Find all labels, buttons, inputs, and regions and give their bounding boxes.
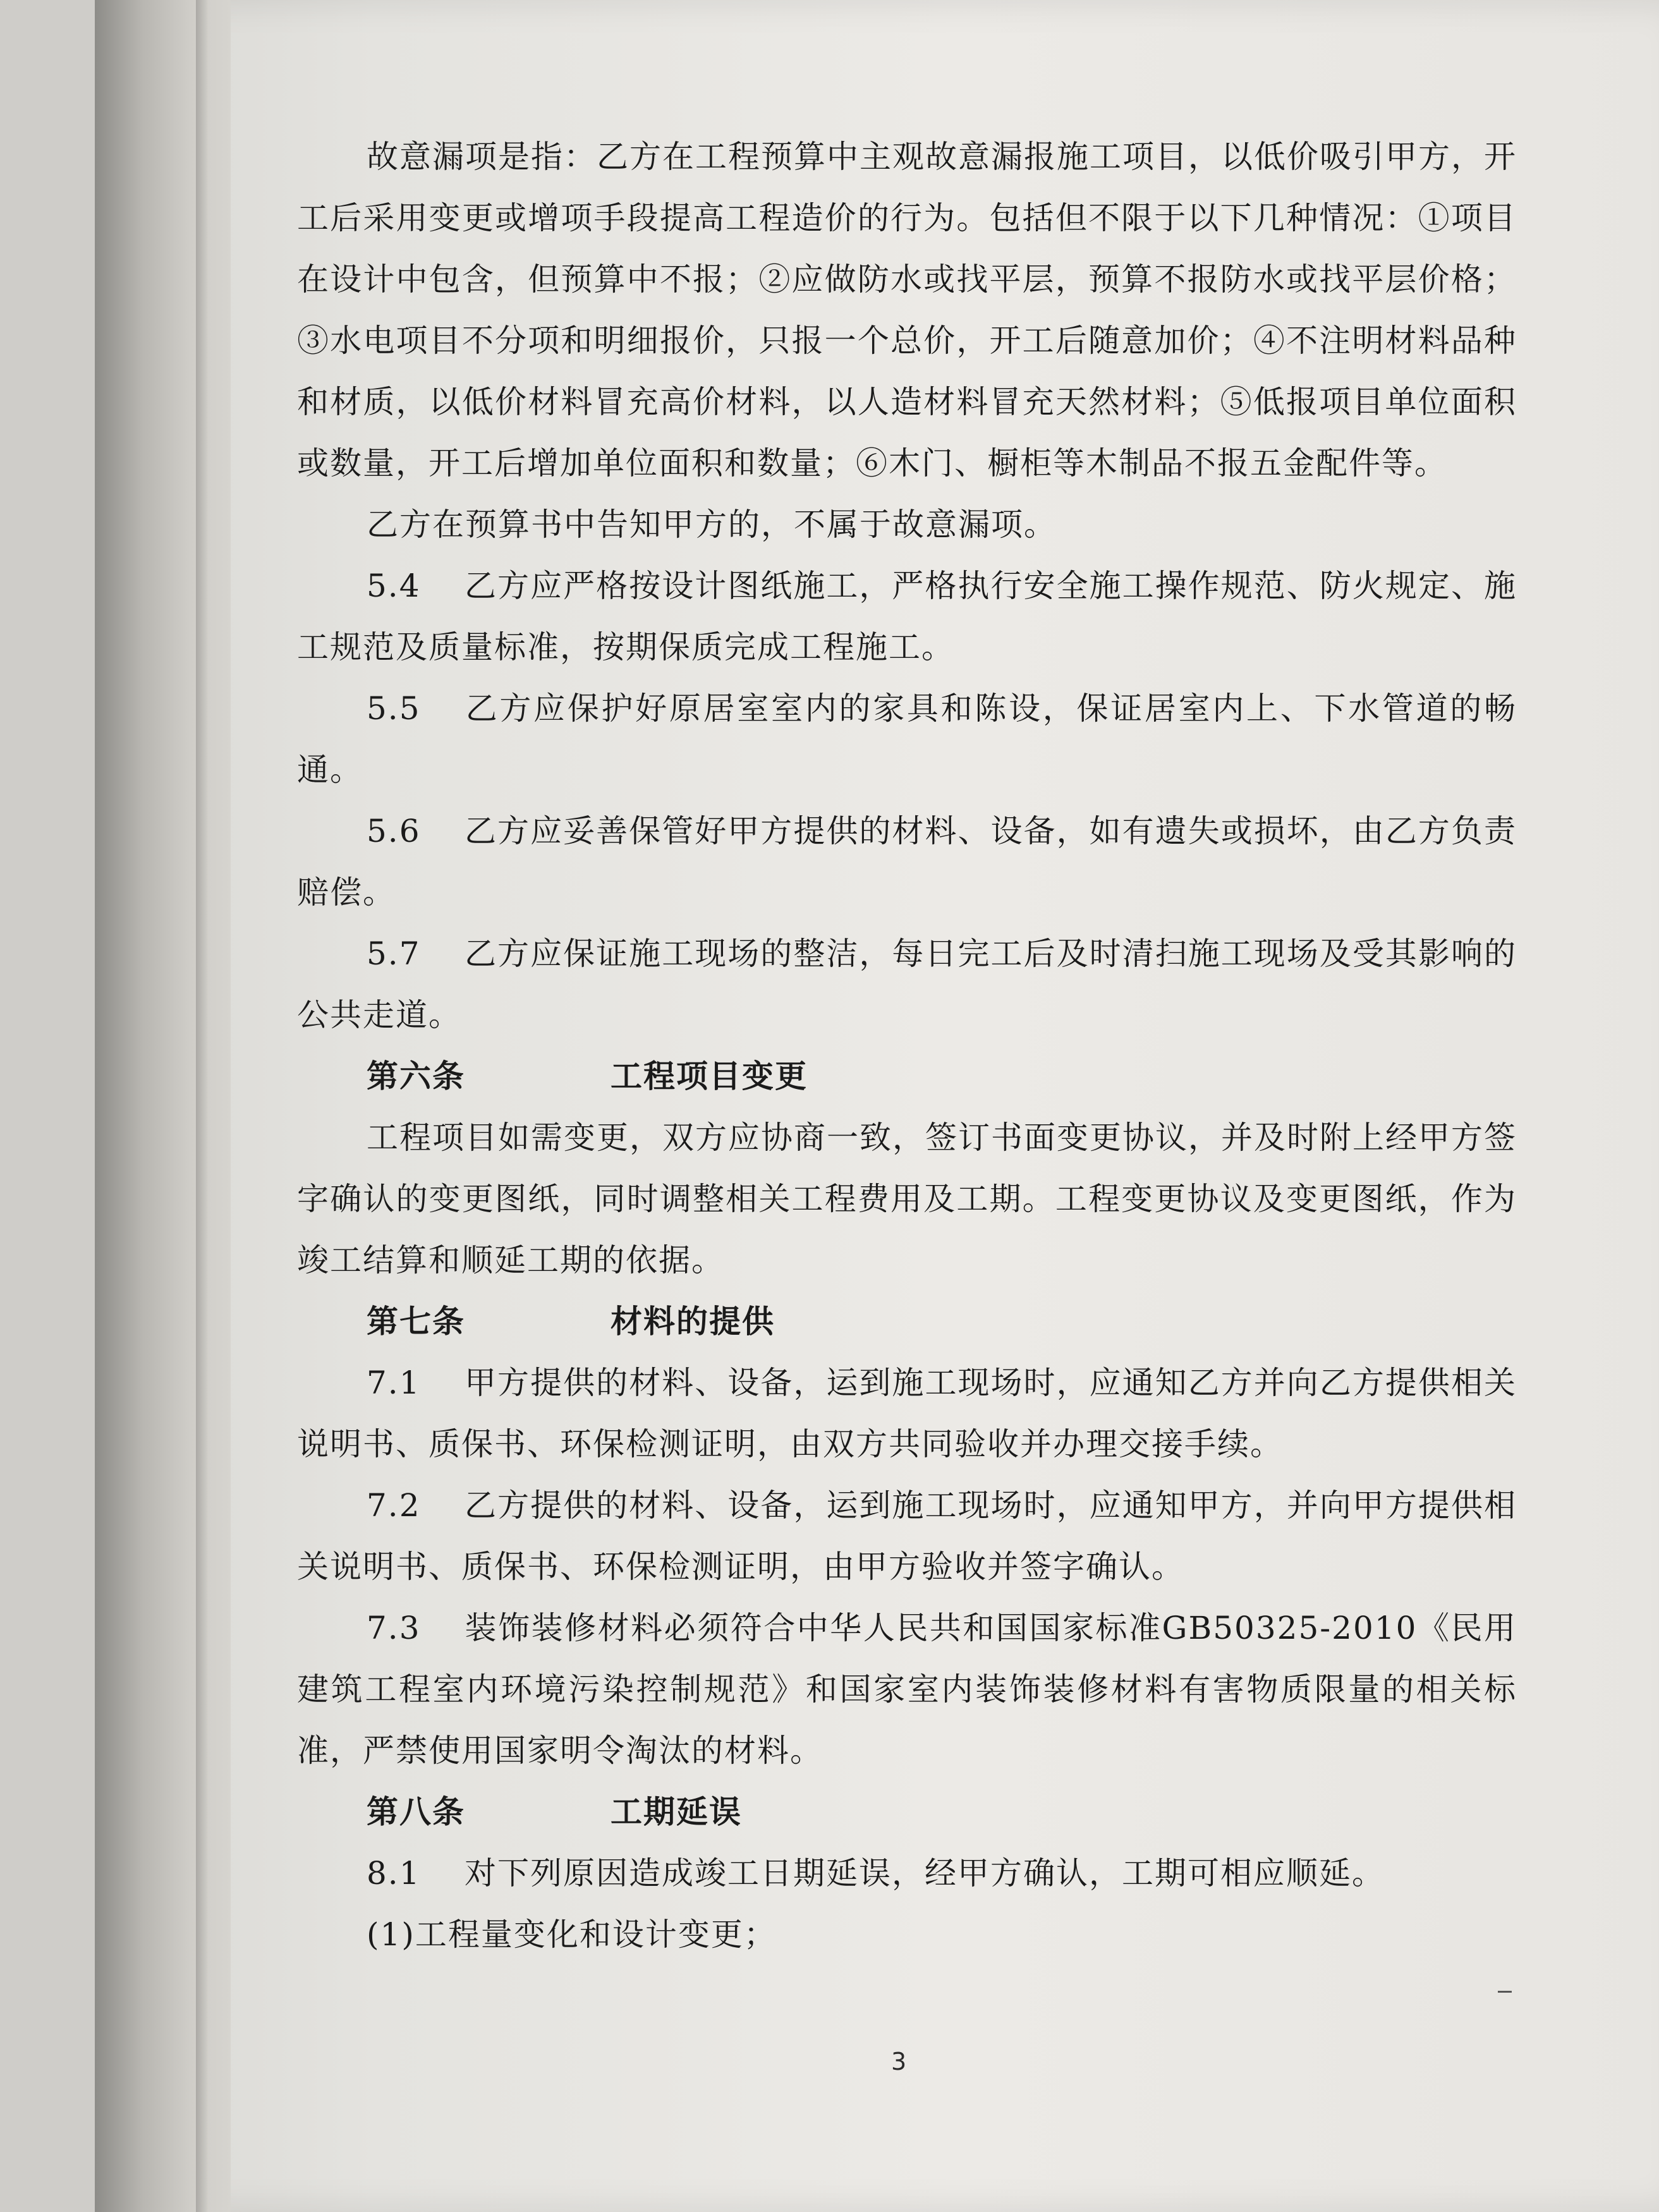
document-body: [297, 126, 1517, 1966]
clause-5-5: [297, 678, 1517, 801]
article-title: 材料的提供: [611, 1303, 775, 1340]
clause-7-1: [297, 1352, 1517, 1475]
page-binding-edge: [95, 0, 231, 2212]
clause-text: 乙方应保证施工现场的整洁，每日完工后及时清扫施工现场及受其影响的公共走道。: [297, 935, 1517, 1033]
article-8-heading: [297, 1782, 1517, 1843]
clause-number: 7.2: [367, 1487, 421, 1524]
page-number: 3: [891, 2048, 907, 2075]
clause-text: 乙方应妥善保管好甲方提供的材料、设备，如有遗失或损坏，由乙方负责赔偿。: [297, 813, 1517, 911]
list-item-1: (1)工程量变化和设计变更；: [367, 1916, 777, 1953]
clause-8-1: [297, 1843, 1517, 1904]
paragraph-not-omission: 乙方在预算书中告知甲方的，不属于故意漏项。: [367, 506, 1057, 543]
article-6-heading: [297, 1046, 1517, 1107]
article-number: 第七条: [367, 1303, 465, 1340]
article-title: 工程项目变更: [611, 1058, 808, 1095]
clause-5-4: [297, 556, 1517, 678]
clause-text: 甲方提供的材料、设备，运到施工现场时，应通知乙方并向乙方提供相关说明书、质保书、环保检测证明，由双方共同验收并办理交接手续。: [297, 1364, 1517, 1462]
clause-5-6: [297, 801, 1517, 923]
clause-7-2: [297, 1475, 1517, 1598]
paragraph-project-change: 工程项目如需变更，双方应协商一致，签订书面变更协议，并及时附上经甲方签字确认的变更图纸，同时调整相关工程费用及工期。工程变更协议及变更图纸，作为竣工结算和顺延工期的依据。: [297, 1119, 1517, 1279]
clause-number: 5.6: [367, 813, 421, 849]
clause-text: 乙方应严格按设计图纸施工，严格执行安全施工操作规范、防火规定、施工规范及质量标准，按期保质完成工程施工。: [297, 568, 1517, 665]
clause-number: 7.1: [367, 1364, 421, 1401]
clause-number: 7.3: [367, 1610, 421, 1646]
clause-number: 5.7: [367, 935, 421, 972]
paragraph-deliberate-omission: 故意漏项是指：乙方在工程预算中主观故意漏报施工项目，以低价吸引甲方，开工后采用变更或增项手段提高工程造价的行为。包括但不限于以下几种情况：①项目在设计中包含，但预算中不报；②应做防水或找平层，预算不报防水或找平层价格；③水电项目不分项和明细报价，只报一个总价，开工后随意加价；④不注明材料品种和材质，以低价材料冒充高价材料，以人造材料冒充天然材料；⑤低报项目单位面积或数量，开工后增加单位面积和数量；⑥木门、橱柜等木制品不报五金配件等。: [297, 138, 1517, 482]
article-title: 工期延误: [611, 1794, 742, 1830]
clause-text: 乙方应保护好原居室室内的家具和陈设，保证居室内上、下水管道的畅通。: [297, 690, 1517, 788]
article-number: 第八条: [367, 1794, 465, 1830]
clause-text: 乙方提供的材料、设备，运到施工现场时，应通知甲方，并向甲方提供相关说明书、质保书、环保检测证明，由甲方验收并签字确认。: [297, 1487, 1517, 1585]
clause-number: 5.4: [367, 568, 421, 604]
clause-number: 5.5: [367, 690, 421, 727]
clause-number: 8.1: [367, 1855, 421, 1892]
clause-5-7: [297, 923, 1517, 1046]
clause-text: 对下列原因造成竣工日期延误，经甲方确认，工期可相应顺延。: [465, 1855, 1385, 1892]
page-fold-shadow: [196, 0, 209, 2212]
article-number: 第六条: [367, 1058, 465, 1095]
margin-mark: [1498, 1991, 1512, 1993]
clause-7-3: [297, 1598, 1517, 1782]
clause-text: 装饰装修材料必须符合中华人民共和国国家标准GB50325-2010《民用建筑工程室内环境污染控制规范》和国家室内装饰装修材料有害物质限量的相关标准，严禁使用国家明令淘汰的材料。: [297, 1610, 1517, 1769]
article-7-heading: [297, 1291, 1517, 1352]
